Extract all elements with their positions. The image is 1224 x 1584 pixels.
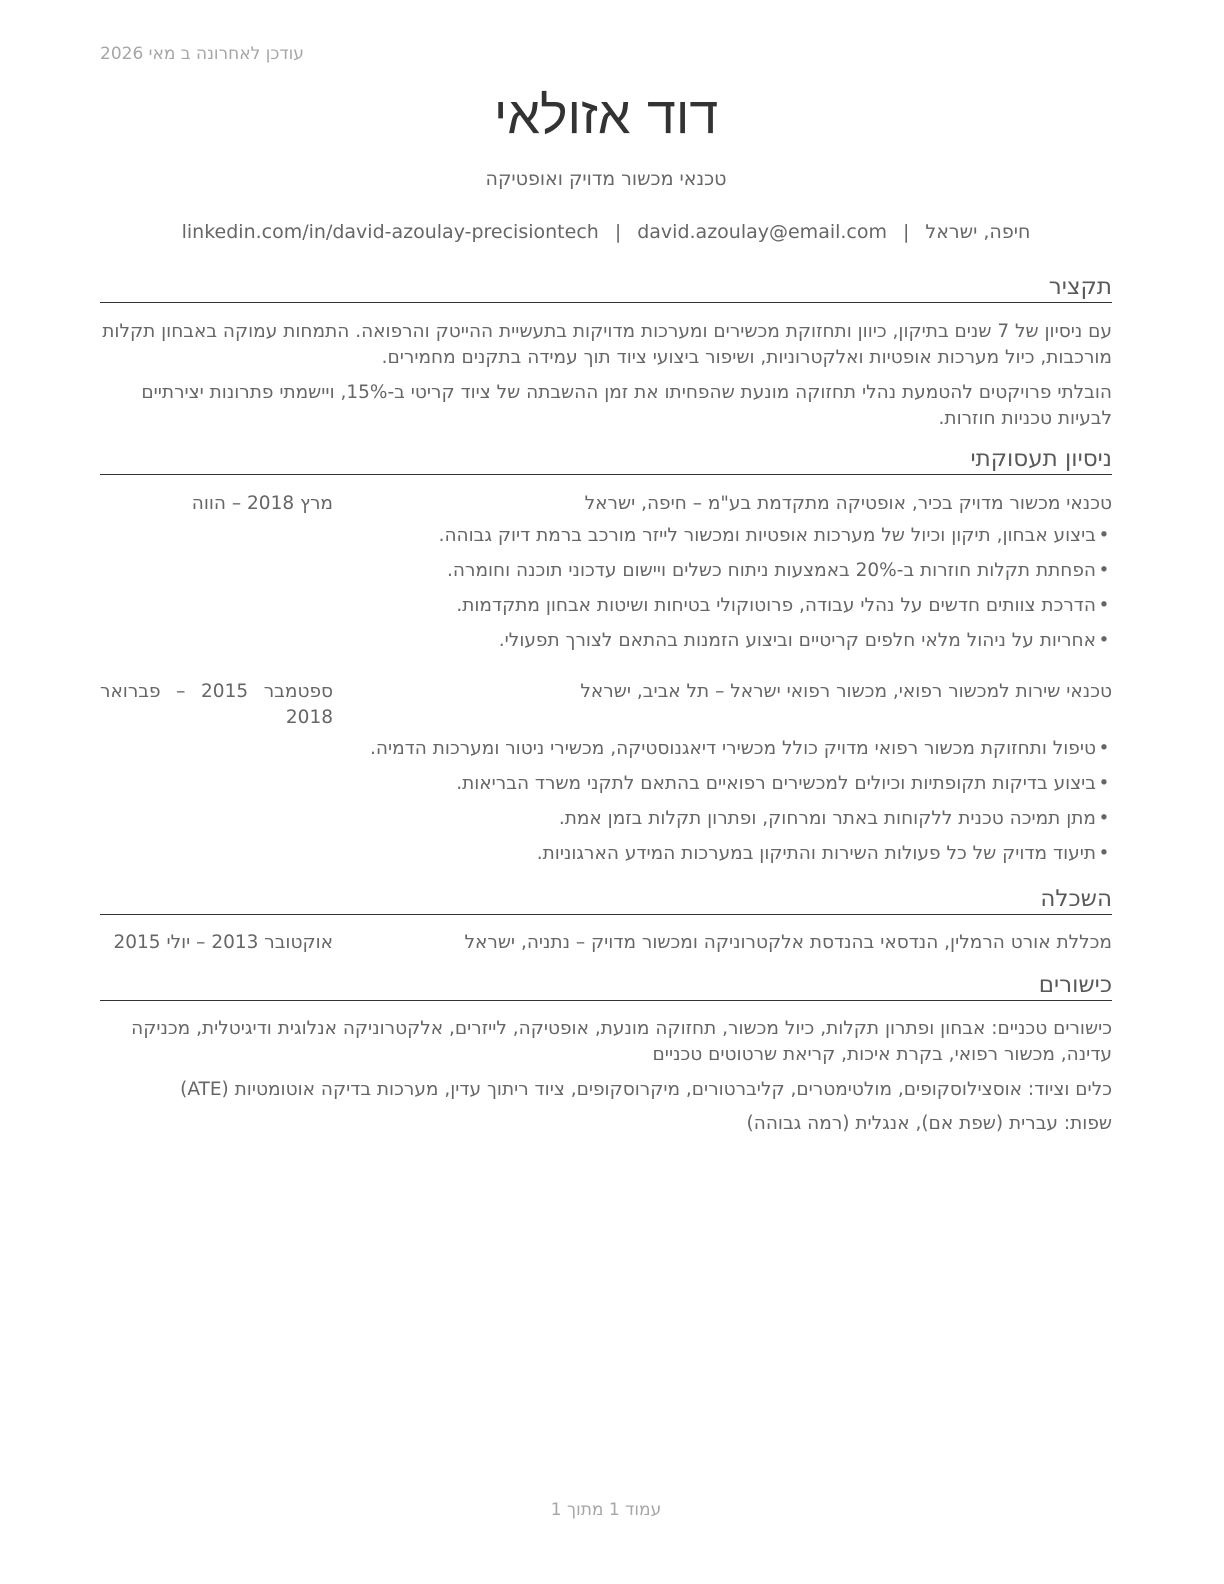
contact-line [100, 221, 1112, 243]
list-item [332, 806, 1112, 841]
bullet-marker: • [1098, 738, 1110, 759]
candidate-name: דוד אזולאי [493, 86, 719, 146]
bullet-text: אחריות על ניהול מלאי חלפים קריטיים וביצוע הזמנות בהתאם לצורך תפעולי. [498, 630, 1096, 651]
list-item [332, 841, 1112, 876]
contact-linkedin-link[interactable]: linkedin.com/in/david-azoulay-precisiontech [181, 221, 599, 243]
job-role: טכנאי מכשור מדויק בכיר, אופטיקה מתקדמת בע"מ – חיפה, ישראל [584, 493, 1112, 514]
bullet-marker: • [1098, 630, 1110, 651]
section-title-education: השכלה [100, 886, 1112, 915]
job-bullets [332, 523, 1112, 663]
job-dates: ספטמבר 2015 – פברואר 2018 [100, 681, 333, 728]
bullet-text: מתן תמיכה טכנית ללקוחות באתר ומרחוק, ופתרון תקלות בזמן אמת. [558, 808, 1096, 829]
bullet-text: טיפול ותחזוקת מכשור רפואי מדויק כולל מכשירי דיאגנוסטיקה, מכשירי ניטור ומערכות הדמיה. [370, 738, 1096, 759]
bullet-marker: • [1098, 595, 1110, 616]
bullet-marker: • [1098, 808, 1110, 829]
bullet-marker: • [1098, 843, 1110, 864]
bullet-text: הפחתת תקלות חוזרות ב-20% באמצעות ניתוח כשלים ויישום עדכוני תוכנה וחומרה. [447, 560, 1096, 581]
summary-paragraph: עם ניסיון של 7 שנים בתיקון, כיוון ותחזוקת מכשירים ומערכות מדויקות בתעשיית ההייטק והרפואה. התמחות עמוקה באבחון תקלות מורכבות, כיול מערכות אופטיות ואלקטרוניות, ושיפור ביצועי ציוד תוך עמידה בתקנים מחמירים. [102, 321, 1112, 368]
bullet-text: תיעוד מדויק של כל פעולות השירות והתיקון במערכות המידע הארגוניות. [536, 843, 1096, 864]
skills-line: כלים וציוד: אוסצילוסקופים, מולטימטרים, קליברטורים, מיקרוסקופים, ציוד ריתוך עדין, מערכות בדיקה אוטומטיות (ATE) [180, 1079, 1112, 1100]
contact-separator: | [903, 221, 910, 243]
list-item [332, 771, 1112, 806]
bullet-marker: • [1098, 560, 1110, 581]
education-school: מכללת אורט הרמלין, הנדסאי בהנדסת אלקטרוניקה ומכשור מדויק – נתניה, ישראל [464, 932, 1112, 953]
section-title-summary: תקציר [100, 274, 1112, 303]
job-bullets [332, 736, 1112, 876]
contact-email-link[interactable]: david.azoulay@email.com [637, 221, 888, 243]
last-updated: עודכן לאחרונה ב מאי 2026 [100, 44, 304, 64]
education-dates: אוקטובר 2013 – יולי 2015 [113, 932, 333, 953]
list-item [332, 523, 1112, 558]
section-title-experience: ניסיון תעסוקתי [100, 446, 1112, 475]
bullet-text: ביצוע אבחון, תיקון וכיול של מערכות אופטיות ומכשור לייזר מורכב ברמת דיוק גבוהה. [438, 525, 1096, 546]
list-item [332, 736, 1112, 771]
job-subtitle: טכנאי מכשור מדויק ואופטיקה [485, 168, 727, 190]
list-item [332, 558, 1112, 593]
contact-location: חיפה, ישראל [925, 221, 1031, 243]
bullet-marker: • [1098, 525, 1110, 546]
resume-page [100, 0, 1112, 1584]
bullet-text: ביצוע בדיקות תקופתיות וכיולים למכשירים רפואיים בהתאם לתקני משרד הבריאות. [456, 773, 1096, 794]
bullet-marker: • [1098, 773, 1110, 794]
skills-line: כישורים טכניים: אבחון ופתרון תקלות, כיול מכשור, תחזוקה מונעת, אופטיקה, לייזרים, אלקטרוניקה אנלוגית ודיגיטלית, מכניקה עדינה, מכשור רפואי, בקרת איכות, קריאת שרטוטים טכניים [131, 1018, 1112, 1065]
section-title-skills: כישורים [100, 972, 1112, 1001]
bullet-text: הדרכת צוותים חדשים על נהלי עבודה, פרוטוקולי בטיחות ושיטות אבחון מתקדמות. [456, 595, 1096, 616]
summary-paragraph: הובלתי פרויקטים להטמעת נהלי תחזוקה מונעת שהפחיתו את זמן ההשבתה של ציוד קריטי ב-15%, ויישמתי פתרונות יצירתיים לבעיות טכניות חוזרות. [141, 382, 1112, 429]
contact-separator: | [614, 221, 622, 243]
job-role: טכנאי שירות למכשור רפואי, מכשור רפואי ישראל – תל אביב, ישראל [580, 681, 1112, 702]
list-item [332, 593, 1112, 628]
skills-line: שפות: עברית (שפת אם), אנגלית (רמה גבוהה) [746, 1113, 1112, 1134]
list-item [332, 628, 1112, 663]
page-number: עמוד 1 מתוך 1 [550, 1500, 662, 1520]
job-dates: מרץ 2018 – הווה [191, 493, 333, 514]
